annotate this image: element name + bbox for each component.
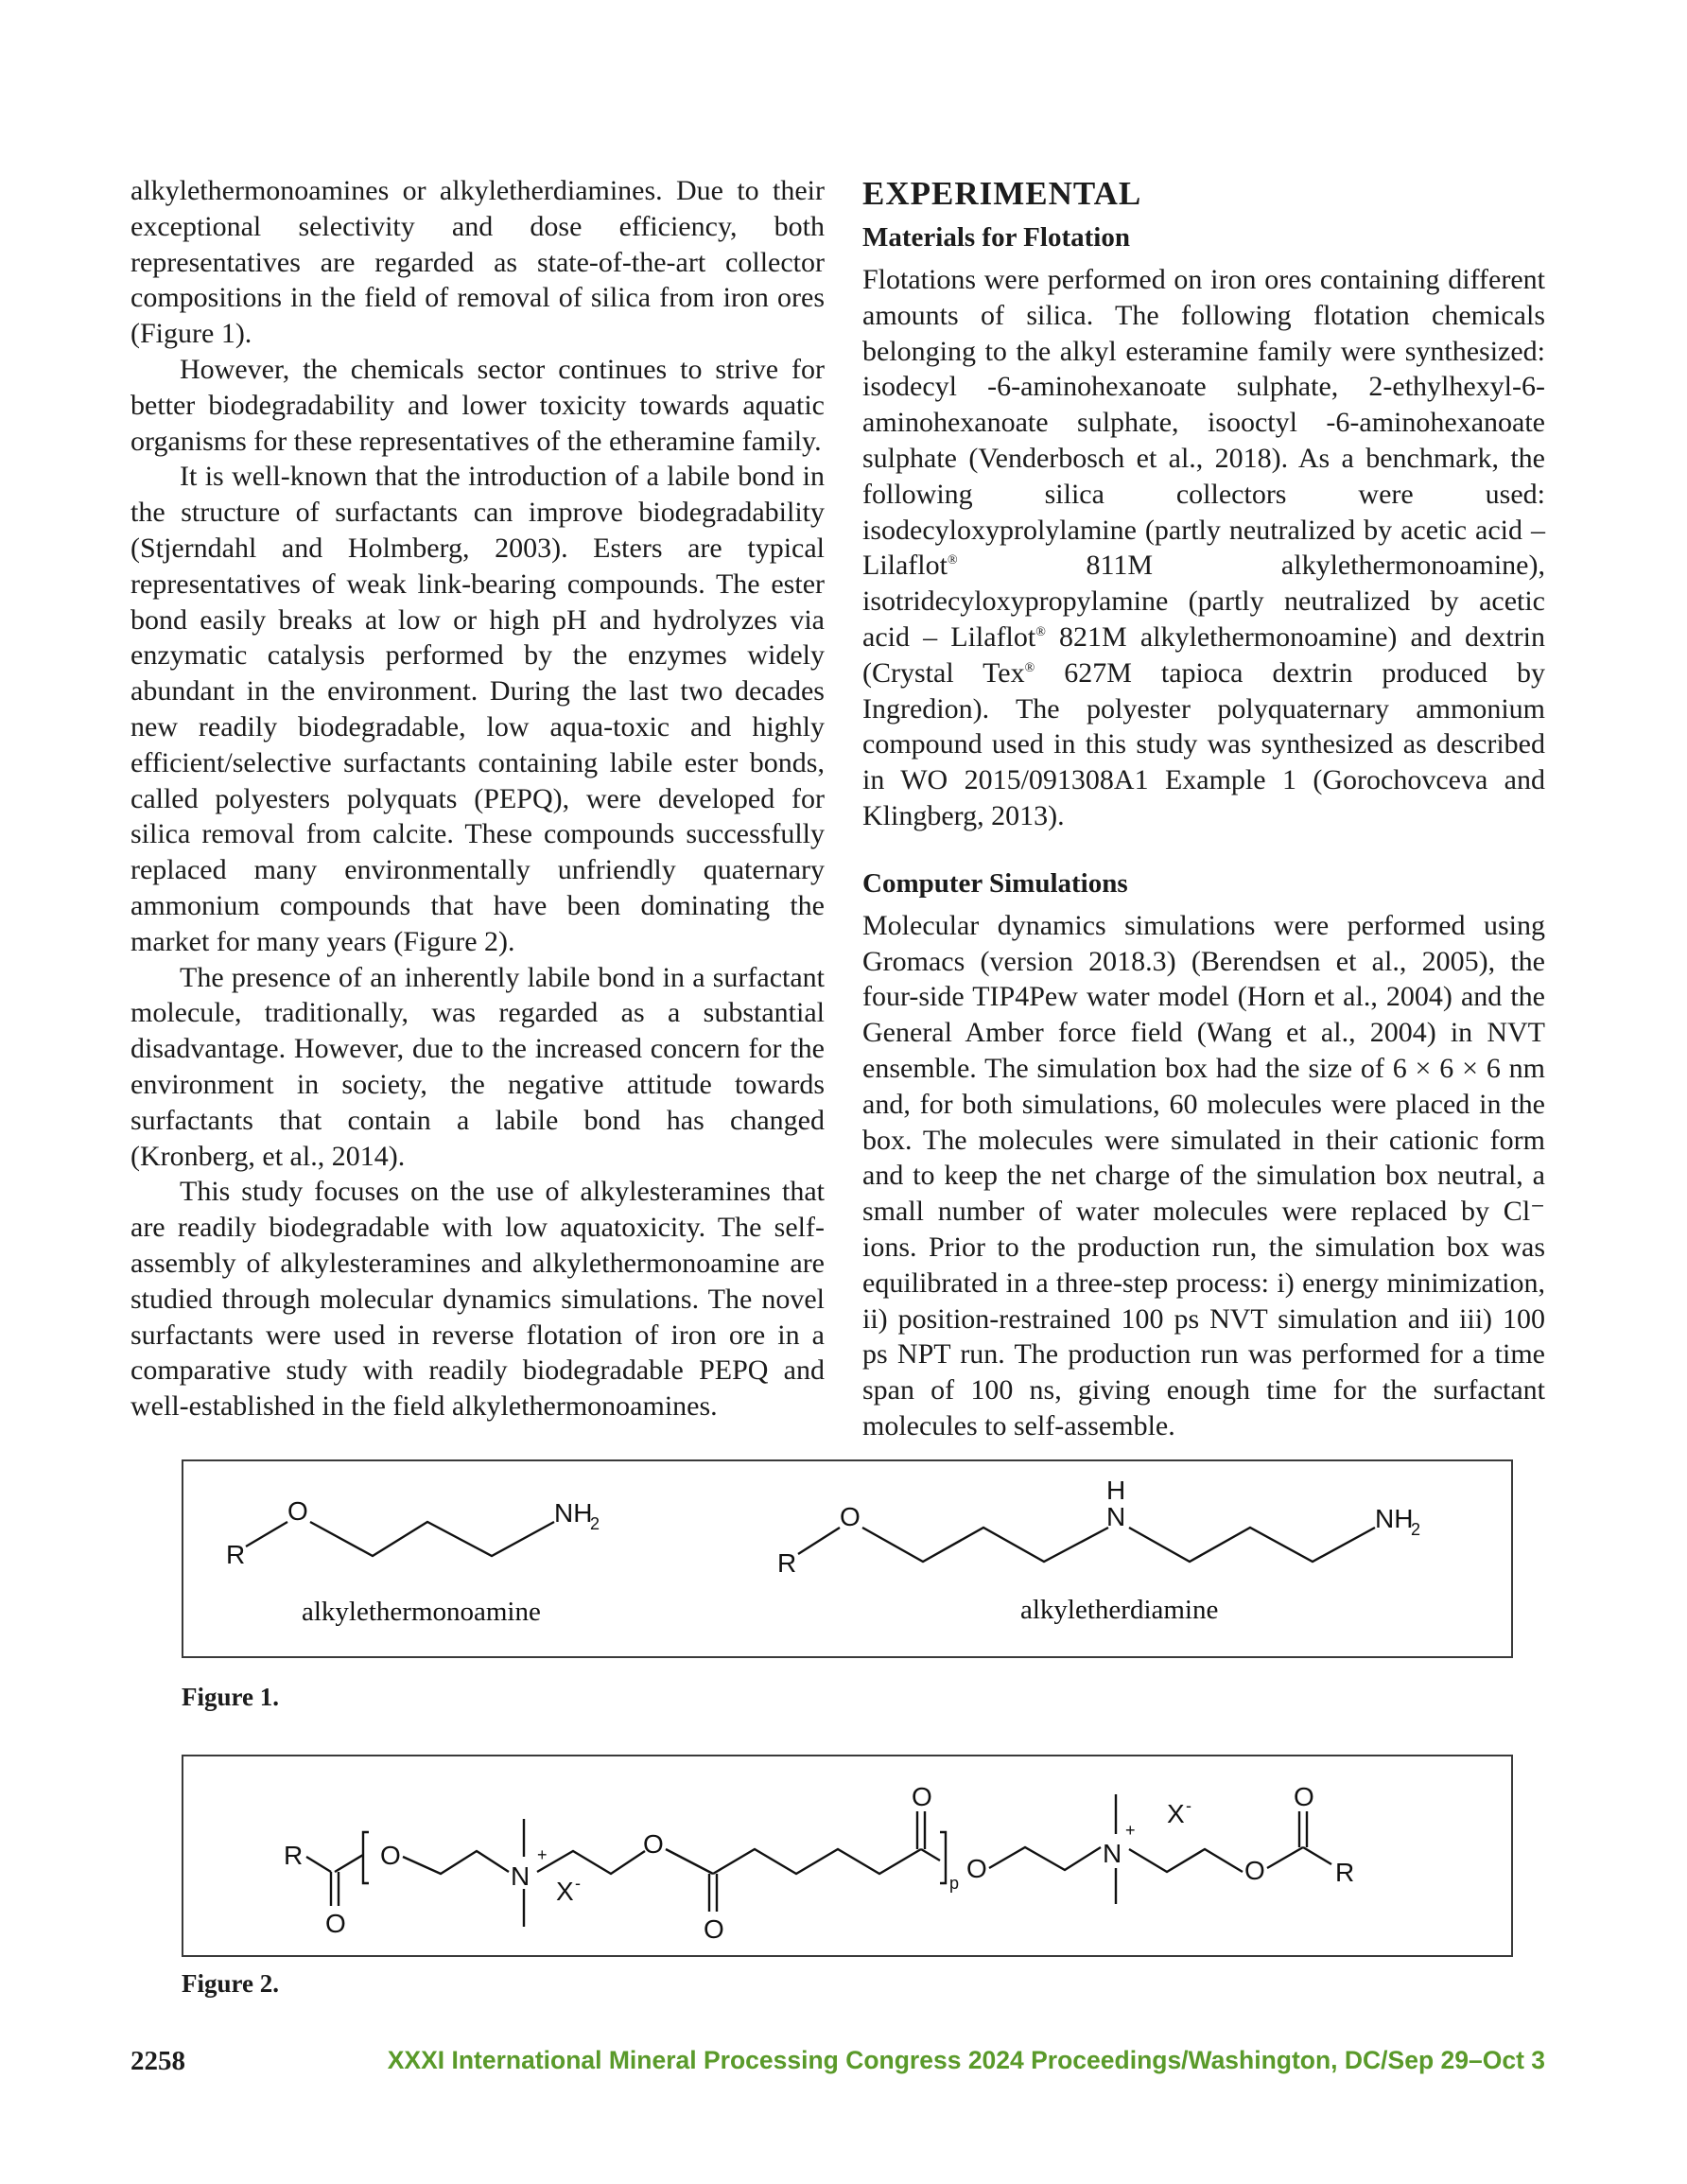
figure-2-caption: Figure 2.	[182, 1969, 279, 1998]
svg-text:R: R	[226, 1540, 246, 1569]
svg-text:O: O	[704, 1914, 724, 1944]
svg-text:O: O	[1244, 1856, 1265, 1885]
svg-text:+: +	[537, 1845, 548, 1864]
registered-mark: ®	[1035, 624, 1046, 639]
figure-2	[182, 1755, 1513, 1957]
svg-text:O: O	[1294, 1782, 1314, 1811]
figure-1-caption: Figure 1.	[182, 1683, 279, 1711]
svg-text:R: R	[1335, 1858, 1355, 1887]
svg-text:R: R	[777, 1548, 797, 1578]
svg-text:-: -	[1186, 1796, 1191, 1815]
svg-text:O: O	[840, 1502, 861, 1531]
svg-text:NH: NH	[1375, 1504, 1414, 1533]
figure-1-structures	[183, 1461, 1511, 1656]
alkylethermonoamine-structure	[226, 1496, 600, 1627]
svg-text:2: 2	[590, 1514, 600, 1533]
svg-text:-: -	[575, 1874, 581, 1893]
paragraph: However, the chemicals sector continues to strive for better biodegradability and lower toxicity towards aquatic organisms for these representatives of the etheramine family.	[130, 353, 825, 457]
figure-1	[182, 1459, 1513, 1658]
paragraph: Flotations were performed on iron ores containing different amounts of silica. The following flotation chemicals belonging to the alkyl esteramine family were synthesized: isodecyl -6-aminohexanoate sulphate, 2-ethylhexyl-6-aminohexanoate sulphate, isooctyl -6-aminohexanoate sulphate (Venderbosch et al., 2018). As a benchmark, the following silica collectors were used: isodecyloxyprolylamine (partly neutralized by acetic acid – Lilaflot® 811M alkylethermonoamine), isotridecyloxypropylamine (partly neutralized by acetic acid – Lilaflot® 821M alkylethermonoamine) and dextrin (Crystal Tex® 627M tapioca dextrin produced by Ingredion). The polyester polyquaternary ammonium compound used in this study was synthesized as described in WO 2015/091308A1 Example 1 (Gorochovceva and Klingberg, 2013).	[862, 264, 1545, 831]
svg-text:O: O	[287, 1496, 308, 1526]
paragraph: The presence of an inherently labile bond in a surfactant molecule, traditionally, was regarded as a substantial disadvantage. However, due to the increased concern for the environment in society, the negative attitude towards surfactants that contain a labile bond has changed (Kronberg, et al., 2014).	[130, 961, 825, 1172]
svg-text:O: O	[643, 1829, 664, 1859]
svg-text:O: O	[325, 1909, 346, 1938]
paragraph: alkylethermonoamines or alkyletherdiamines. Due to their exceptional selectivity and dose efficiency, both representatives are regarded as state-of-the-art collector compositions in the field of removal of silica from iron ores (Figure 1).	[130, 175, 825, 350]
compound-name: alkylethermonoamine	[302, 1597, 541, 1627]
paragraph: This study focuses on the use of alkylesteramines that are readily biodegradable with low aquatoxicity. The self-assembly of alkylesteramines and alkylethermonoamine are studied through molecular dynamics simulations. The novel surfactants were used in reverse flotation of iron ore in a comparative study with readily biodegradable PEPQ and well-established in the field alkylethermonoamines.	[130, 1176, 825, 1423]
alkyletherdiamine-structure	[777, 1476, 1420, 1625]
subsection-title: Materials for Flotation	[862, 222, 1130, 253]
running-footer: XXXI International Mineral Processing Congress 2024 Proceedings/Washington, DC/Sep 29–Oct 3	[387, 2046, 1545, 2074]
registered-mark: ®	[1024, 660, 1035, 675]
svg-text:O: O	[380, 1841, 401, 1870]
svg-text:NH: NH	[554, 1498, 593, 1528]
left-column	[130, 173, 825, 1424]
pepq-structure	[183, 1756, 1511, 1955]
page-number: 2258	[130, 2046, 185, 2076]
svg-text:N: N	[1103, 1839, 1122, 1868]
svg-text:X: X	[556, 1877, 574, 1906]
svg-text:2: 2	[1411, 1520, 1421, 1539]
svg-text:N: N	[1106, 1502, 1126, 1531]
right-column	[862, 173, 1545, 1444]
svg-text:X: X	[1167, 1799, 1185, 1828]
svg-text:H: H	[1106, 1476, 1126, 1505]
compound-name: alkyletherdiamine	[1020, 1595, 1219, 1625]
section-title: EXPERIMENTAL	[862, 175, 1142, 212]
registered-mark: ®	[947, 553, 958, 568]
svg-text:+: +	[1125, 1821, 1136, 1840]
svg-text:p: p	[949, 1874, 960, 1893]
svg-text:N: N	[511, 1861, 530, 1891]
paragraph: Molecular dynamics simulations were performed using Gromacs (version 2018.3) (Berendsen et al., 2005), the four-side TIP4Pew water model (Horn et al., 2004) and the General Amber force field (Wang et al., 2004) in NVT ensemble. The simulation box had the size of 6 × 6 × 6 nm and, for both simulations, 60 molecules were placed in the box. The molecules were simulated in their cationic form and to keep the net charge of the simulation box neutral, a small number of water molecules were replaced by Cl⁻ ions. Prior to the production run, the simulation box was equilibrated in a three-step process: i) energy minimization, ii) position-restrained 100 ps NVT simulation and iii) 100 ps NPT run. The production run was performed for a time span of 100 ns, giving enough time for the surfactant molecules to self-assemble.	[862, 909, 1545, 1441]
paragraph: It is well-known that the introduction of a labile bond in the structure of surfactants can improve biodegradability (Stjerndahl and Holmberg, 2003). Esters are typical representatives of weak link-bearing compounds. The ester bond easily breaks at low or high pH and hydrolyzes via enzymatic catalysis performed by the enzymes widely abundant in the environment. During the last two decades new readily biodegradable, low aqua-toxic and highly efficient/selective surfactants containing labile ester bonds, called polyesters polyquats (PEPQ), were developed for silica removal from calcite. These compounds successfully replaced many environmentally unfriendly quaternary ammonium compounds that have been dominating the market for many years (Figure 2).	[130, 461, 825, 957]
svg-text:O: O	[912, 1782, 932, 1811]
subsection-title: Computer Simulations	[862, 867, 1128, 899]
svg-text:R: R	[284, 1841, 304, 1870]
svg-text:O: O	[966, 1854, 987, 1883]
